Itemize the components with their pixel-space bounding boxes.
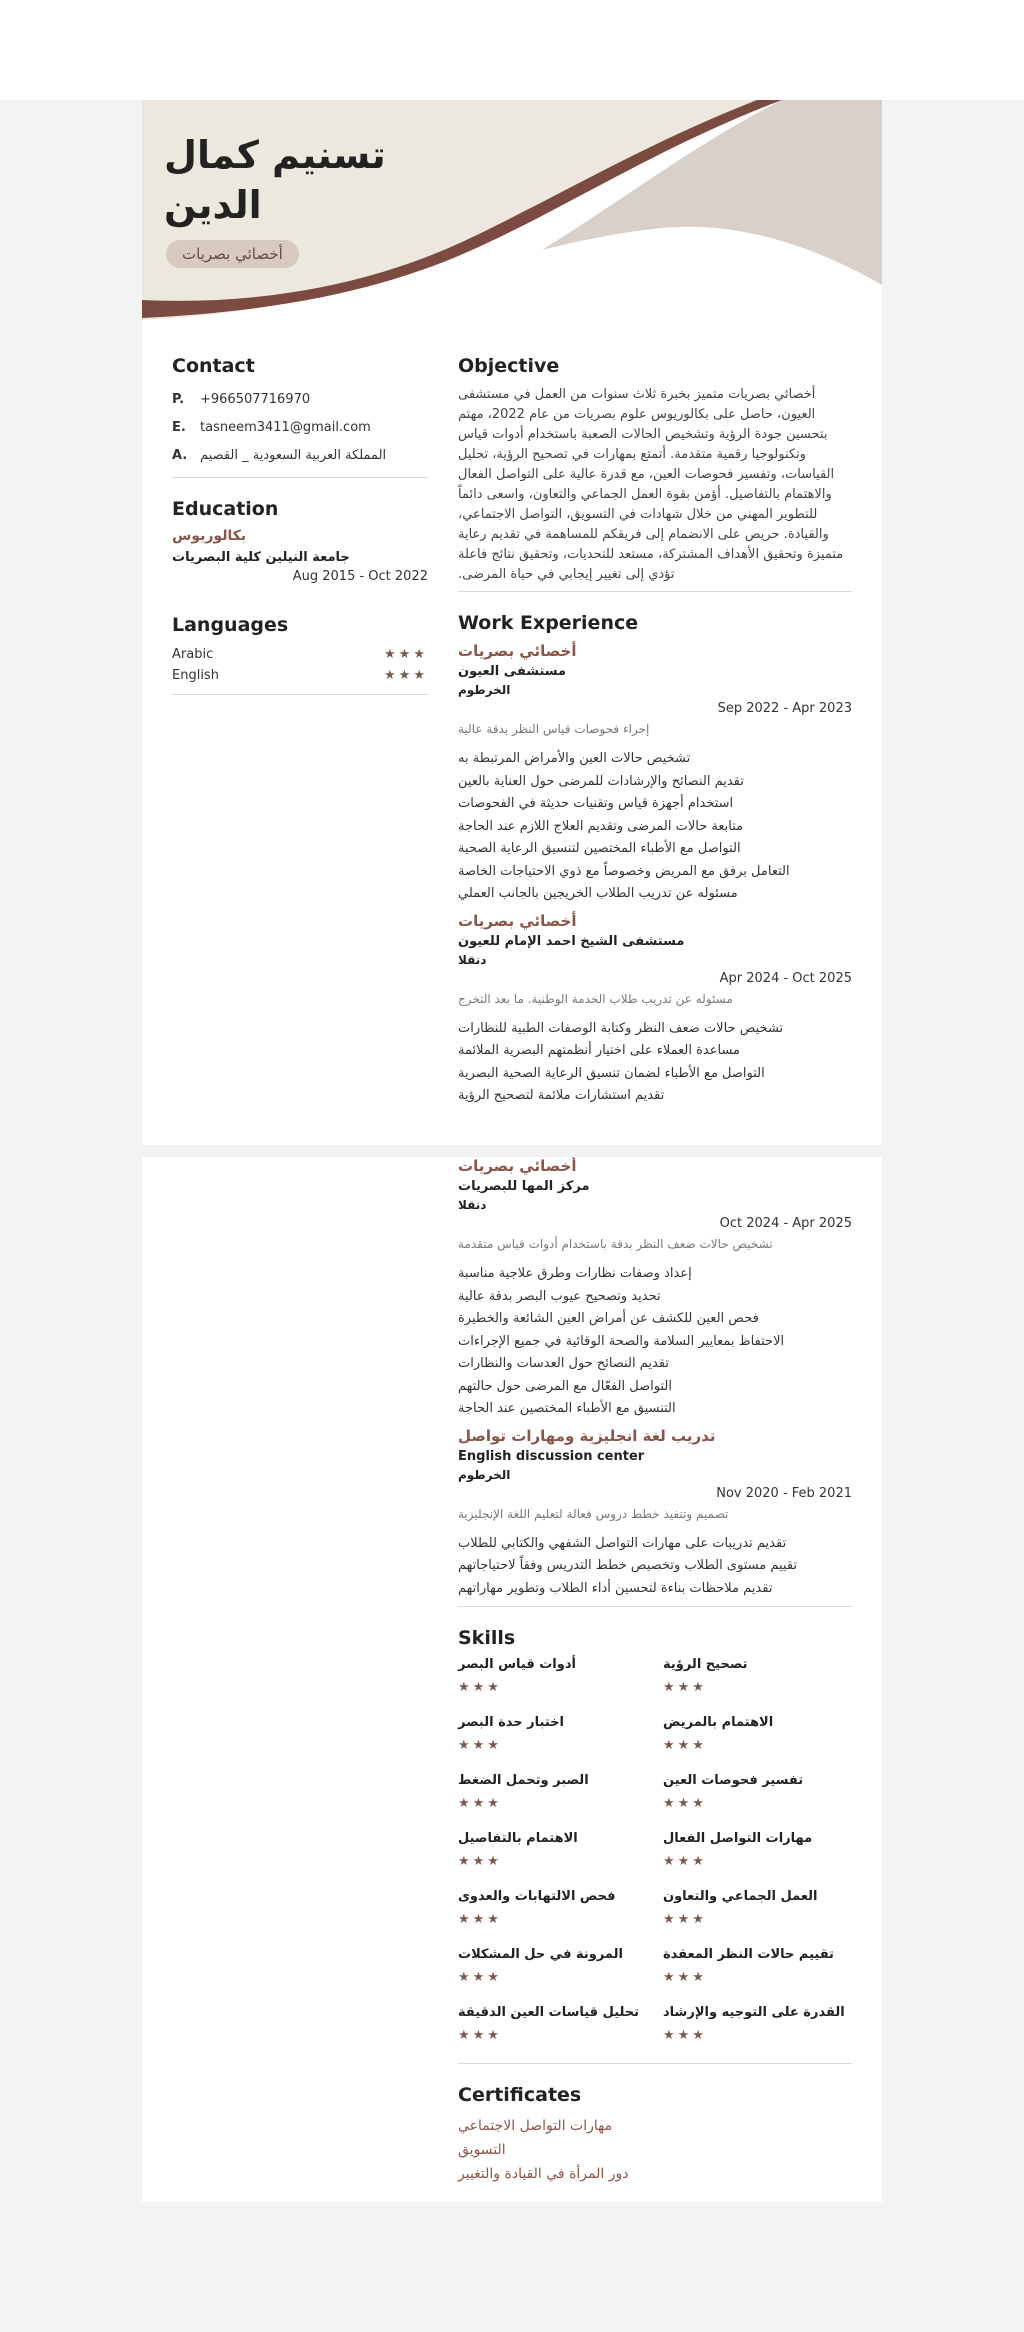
certificate-item: التسويق [458, 2142, 506, 2158]
job-date: Apr 2024 - Oct 2025 [719, 970, 852, 986]
language-list [172, 644, 428, 686]
candidate-name [164, 130, 424, 230]
skill-name: تفسير فحوصات العين [663, 1773, 804, 1788]
job-date: Sep 2022 - Apr 2023 [717, 701, 852, 716]
email-value[interactable]: tasneem3411@gmail.com [200, 419, 371, 435]
skill-stars: ★★★ [663, 2028, 707, 2043]
divider [458, 1606, 852, 1607]
language-name: English [172, 668, 219, 683]
job-bullet: مسئوله عن تدريب الطلاب الخريجين بالجانب العملي [458, 886, 738, 901]
job-city: دنقلا [458, 1198, 487, 1212]
skill-name: الصبر وتحمل الضغط [458, 1773, 589, 1788]
contact-email [172, 413, 428, 441]
job-bullet: التعامل برفق مع المريض وخصوصاً مع ذوي الاحتياجات الخاصة [458, 863, 790, 879]
job-bullet: التواصل الفعّال مع المرضى حول حالتهم [458, 1378, 672, 1394]
language-item [172, 665, 428, 686]
job-bullet: تقديم استشارات ملائمة لتصحيح الرؤية [458, 1088, 665, 1103]
skill-name: العمل الجماعي والتعاون [663, 1889, 818, 1904]
job-title: أخصائي بصريات [458, 911, 577, 930]
skill-stars: ★★★ [663, 1796, 707, 1811]
skill-name: القدرة على التوجيه والإرشاد [663, 2005, 845, 2020]
resume-header [142, 100, 882, 340]
job-date: Nov 2020 - Feb 2021 [716, 1485, 852, 1501]
skill-stars: ★★★ [458, 1854, 502, 1869]
job-city: الخرطوم [458, 683, 511, 697]
skill-item [458, 1831, 663, 1889]
certificate-item: مهارات التواصل الاجتماعي [458, 2118, 613, 2134]
skill-stars: ★★★ [458, 2028, 502, 2043]
languages-heading: Languages [172, 614, 289, 636]
job-company: مستشفى الشيخ احمد الإمام للعيون [458, 933, 685, 949]
job-date: Oct 2024 - Apr 2025 [719, 1216, 852, 1231]
resume-page-1 [142, 100, 882, 1145]
skills-heading: Skills [458, 1627, 516, 1649]
education-heading: Education [172, 498, 279, 520]
skill-name: المرونة في حل المشكلات [458, 1947, 623, 1962]
language-item [172, 644, 428, 665]
contact-address [172, 441, 428, 469]
objective-text: أخصائي بصريات متميز بخبرة ثلاث سنوات من العمل في مستشفى العيون، حاصل على بكالوريوس علوم بصريات من عام 2022، مهتم بتحسين جودة الرؤية وتشخيص الحالات الصعبة باستخدام أدوات قياس وتكنولوجيا رقمية متقدمة. أتمتع بمهارات في تصحيح الرؤية، تحليل القياسات، وتفسير فحوصات العين، مع قدرة عالية على التواصل الفعال والاهتمام بالتفاصيل. أؤمن بقوة العمل الجماعي والتعاون، واسعى دائماً للتطوير المهني من خلال شهادات في التسويق، التواصل الاجتماعي، والقيادة. حريص على الانضمام إلى فريقكم للمساهمة في تقديم رعاية متميزة وتحقيق الأهداف المشتركة، مستعد للتحديات، وتحقيق نتائج فاعلة تؤدي إلى تغيير إيجابي في حياة المرضى. [458, 387, 844, 582]
skill-item [663, 1773, 852, 1831]
job-bullet: إعداد وصفات نظارات وطرق علاجية مناسبة [458, 1266, 692, 1281]
skill-stars: ★★★ [663, 1912, 707, 1927]
language-name: Arabic [172, 647, 214, 662]
skills-grid [458, 1657, 852, 2063]
job-bullet: تقديم ملاحظات بناءة لتحسين أداء الطلاب وتطوير مهاراتهم [458, 1580, 773, 1596]
skill-stars: ★★★ [458, 1738, 502, 1753]
skill-stars: ★★★ [663, 1680, 707, 1695]
job-bullet: فحص العين للكشف عن أمراض العين الشائعة والخطيرة [458, 1311, 759, 1326]
right-column [458, 355, 852, 1108]
resume-page-2 [142, 1157, 882, 2202]
job-bullet: تشخيص حالات ضعف النظر وكتابة الوصفات الطبية للنظارات [458, 1020, 784, 1036]
job-bullet: استخدام أجهزة قياس وتقنيات حديثة في الفحوصات [458, 796, 734, 811]
job-bullet: تقديم تدريبات على مهارات التواصل الشفهي والكتابي للطلاب [458, 1535, 787, 1551]
job-bullet-list [458, 748, 852, 906]
skill-item [663, 1831, 852, 1889]
skill-stars: ★★★ [458, 1912, 502, 1927]
job-company: English discussion center [458, 1448, 645, 1464]
divider [172, 694, 428, 695]
job-bullet: تقييم مستوى الطلاب وتخصيص خطط التدريس وفقاً لاحتياجاتهم [458, 1558, 798, 1573]
job-bullet: تقديم النصائح والإرشادات للمرضى حول العناية بالعين [458, 773, 744, 789]
skill-item [458, 2005, 663, 2063]
language-stars: ★★★ [384, 647, 428, 662]
skill-item [663, 1657, 852, 1715]
job-company: مستشفى العيون [458, 664, 567, 679]
job-entry [458, 642, 852, 906]
work-list [458, 1157, 852, 1600]
phone-value[interactable]: +966507716970 [200, 391, 311, 407]
job-entry [458, 1427, 852, 1601]
certificate-item: دور المرأة في القيادة والتغيير [458, 2166, 629, 2182]
job-bullet: تقديم النصائح حول العدسات والنظارات [458, 1356, 670, 1371]
job-entry [458, 912, 852, 1108]
skill-item [458, 1657, 663, 1715]
education-school: جامعة النيلين كلية البصريات [172, 550, 350, 565]
email-label: E. [172, 419, 186, 435]
job-bullet: التواصل مع الأطباء لضمان تنسيق الرعاية الصحية البصرية [458, 1065, 765, 1081]
certificates-heading: Certificates [458, 2084, 582, 2106]
education-date: Aug 2015 - Oct 2022 [292, 569, 428, 584]
job-summary: مسئوله عن تدريب طلاب الخدمة الوطنية. ما بعد التخرج [458, 991, 733, 1006]
skill-item [663, 1715, 852, 1773]
skill-item [663, 1947, 852, 2005]
name-line-2: الدين [164, 183, 262, 227]
name-line-1: تسنيم كمال [164, 133, 386, 177]
job-entry [458, 1157, 852, 1421]
skill-item [458, 1947, 663, 2005]
skill-name: الاهتمام بالتفاصيل [458, 1831, 578, 1846]
skill-name: تصحيح الرؤية [663, 1657, 748, 1672]
job-summary: تصميم وتنفيذ خطط دروس فعالة لتعليم اللغة الإنجليزية [458, 1506, 729, 1521]
education-degree: بكالوريوس [172, 528, 247, 544]
right-column [458, 1157, 852, 2186]
job-title: أخصائي بصريات [458, 1157, 577, 1175]
skill-stars: ★★★ [458, 1970, 502, 1985]
job-bullet: تحديد وتصحيح عيوب البصر بدقة عالية [458, 1288, 661, 1304]
job-city: الخرطوم [458, 1467, 511, 1482]
job-title: أخصائي بصريات [458, 642, 577, 660]
skill-item [458, 1773, 663, 1831]
certificate-list [458, 2114, 852, 2186]
job-bullet: التنسيق مع الأطباء المختصين عند الحاجة [458, 1401, 676, 1416]
divider [458, 2063, 852, 2064]
job-bullet-list [458, 1263, 852, 1421]
skill-name: تحليل قياسات العين الدقيقة [458, 2005, 640, 2020]
job-bullet-list [458, 1533, 852, 1601]
address-label: A. [172, 447, 188, 463]
job-title: تدريب لغة انجليزية ومهارات تواصل [458, 1426, 716, 1445]
skill-stars: ★★★ [663, 1738, 707, 1753]
work-list [458, 642, 852, 1108]
skill-stars: ★★★ [458, 1796, 502, 1811]
job-bullet: مساعدة العملاء على اختيار أنظمتهم البصرية الملائمة [458, 1043, 741, 1058]
skill-name: فحص الالتهابات والعدوى [458, 1889, 616, 1904]
job-bullet: التواصل مع الأطباء المختصين لتنسيق الرعاية الصحية [458, 841, 741, 856]
skill-item [663, 1889, 852, 1947]
language-stars: ★★★ [384, 668, 428, 683]
phone-label: P. [172, 391, 185, 407]
skill-stars: ★★★ [458, 1680, 502, 1695]
skill-name: اختبار حدة البصر [458, 1715, 564, 1730]
skill-item [663, 2005, 852, 2063]
contact-heading: Contact [172, 355, 255, 377]
job-title-badge: أخصائي بصريات [166, 240, 299, 268]
job-summary: تشخيص حالات ضعف النظر بدقة باستخدام أدوات قياس متقدمة [458, 1237, 773, 1251]
skill-name: تقييم حالات النظر المعقدة [663, 1947, 834, 1962]
skill-name: مهارات التواصل الفعال [663, 1831, 813, 1846]
contact-phone [172, 385, 428, 413]
divider [172, 477, 428, 478]
job-bullet: متابعة حالات المرضى وتقديم العلاج اللازم عند الحاجة [458, 818, 744, 834]
skill-stars: ★★★ [663, 1854, 707, 1869]
divider [458, 591, 852, 592]
job-company: مركز المها للبصريات [458, 1179, 590, 1194]
objective-heading: Objective [458, 355, 560, 377]
job-bullet: تشخيص حالات العين والأمراض المرتبطة به [458, 751, 691, 766]
skill-item [458, 1889, 663, 1947]
work-heading: Work Experience [458, 612, 639, 634]
job-summary: إجراء فحوصات قياس النظر بدقة عالية [458, 722, 650, 736]
top-bar [0, 0, 1024, 100]
left-column [172, 355, 428, 695]
job-bullet: الاحتفاظ بمعايير السلامة والصحة الوقائية في جميع الإجراءات [458, 1333, 785, 1349]
job-bullet-list [458, 1018, 852, 1108]
skill-item [458, 1715, 663, 1773]
skill-name: أدوات قياس البصر [458, 1657, 576, 1672]
skill-name: الاهتمام بالمريض [663, 1715, 774, 1730]
address-value: المملكة العربية السعودية _ القصيم [200, 447, 387, 463]
job-city: دنقلا [458, 952, 487, 967]
skill-stars: ★★★ [663, 1970, 707, 1985]
